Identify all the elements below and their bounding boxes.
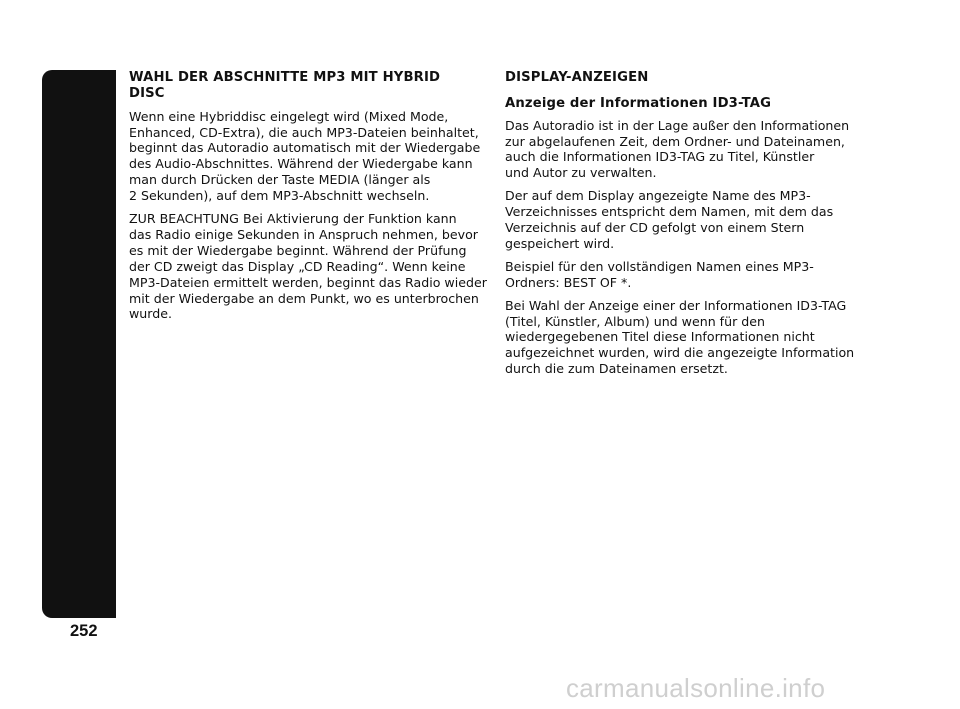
paragraph-id3-selection: Bei Wahl der Anzeige einer der Informationen ID3-TAG (Titel, Künstler, Album) und wenn für den wiedergegebenen Titel diese Informationen nicht aufgezeichnet wurden, wird die angezeigte Information durch die zum Dateinamen ersetzt. [505, 297, 855, 377]
paragraph-folder-name: Der auf dem Display angezeigte Name des MP3- Verzeichnisses entspricht dem Namen, mit dem das Verzeichnis auf der CD gefolgt von einem Stern gespeichert wird. [505, 188, 834, 251]
subheading-id3-tag: Anzeige der Informationen ID3-TAG [505, 95, 772, 111]
paragraph-note: ZUR BEACHTUNG Bei Aktivierung der Funktion kann das Radio einige Sekunden in Anspruch nehmen, bevor es mit der Wiedergabe beginnt. Während der Prüfung der CD zweigt das Display „CD Reading“. Wenn keine MP3-Dateien ermittelt werden, beginnt das Radio wieder mit der Wiedergabe an dem Punkt, wo es unterbrochen wurde. [129, 211, 487, 322]
section-tab [42, 70, 140, 618]
watermark: carmanualsonline.info [566, 673, 826, 703]
left-column [129, 70, 489, 322]
heading-mp3-hybrid-disc: WAHL DER ABSCHNITTE MP3 MIT HYBRID DISC [129, 70, 441, 101]
page-number: 252 [70, 622, 98, 640]
paragraph-hybrid-disc: Wenn eine Hybriddisc eingelegt wird (Mixed Mode, Enhanced, CD-Extra), die auch MP3-Dateien beinhaltet, beginnt das Autoradio automatisch mit der Wiedergabe des Audio-Abschnittes. Während der Wiedergabe kann man durch Drücken der Taste MEDIA (länger als 2 Sekunden), auf dem MP3-Abschnitt wechseln. [129, 108, 481, 204]
section-label: AUTORADIO [128, 380, 140, 446]
paragraph-example: Beispiel für den vollständigen Namen eines MP3- Ordners: BEST OF *. [505, 258, 814, 290]
heading-display-anzeigen: DISPLAY-ANZEIGEN [505, 70, 649, 85]
paragraph-id3-info: Das Autoradio ist in der Lage außer den Informationen zur abgelaufenen Zeit, dem Ordner- und Dateinamen, auch die Informationen ID3-TAG zu Titel, Künstler und Autor zu verwalten. [505, 117, 850, 181]
right-column [505, 70, 863, 377]
